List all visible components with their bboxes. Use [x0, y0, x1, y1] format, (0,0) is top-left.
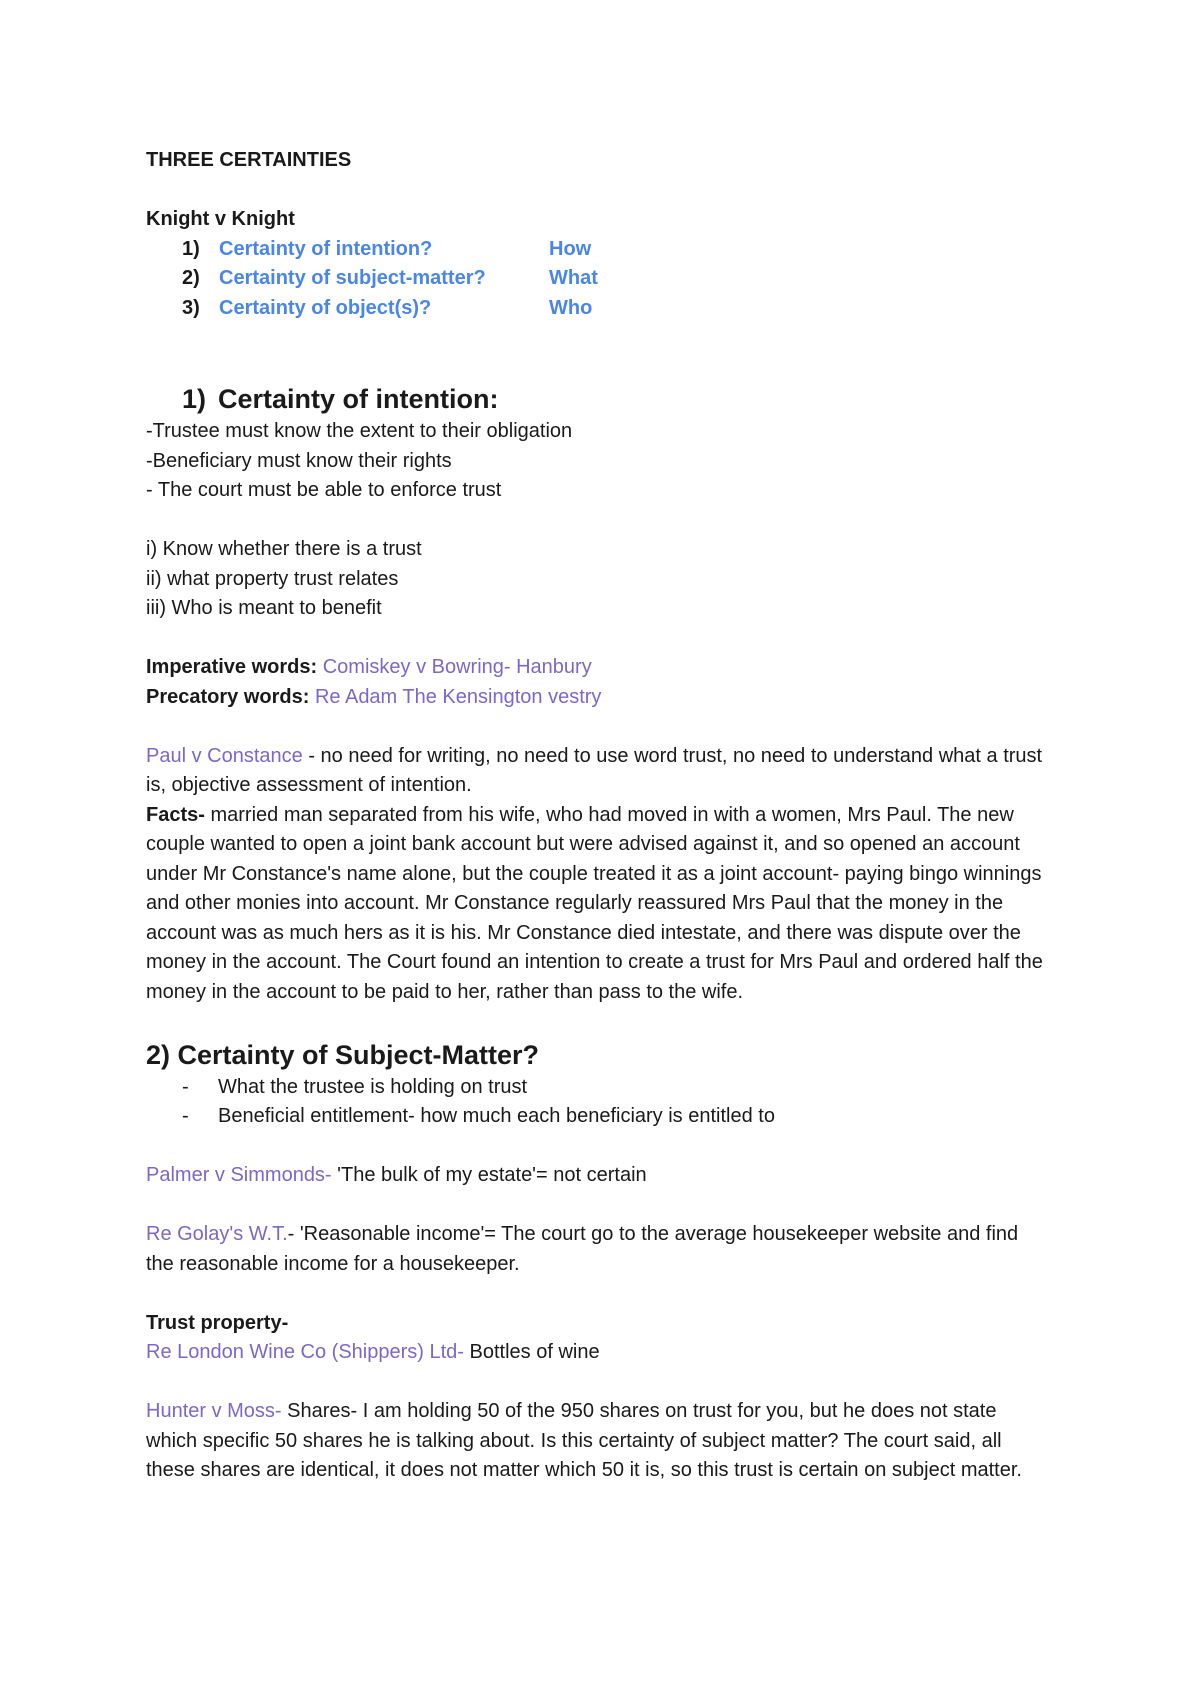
- section1-heading: 1) Certainty of intention:: [182, 384, 499, 414]
- intro-case: Knight v Knight: [146, 208, 295, 230]
- list-item: 1) Certainty of intention? How: [182, 237, 592, 260]
- section2-heading: 2) Certainty of Subject-Matter?: [146, 1039, 540, 1070]
- palmer-paragraph: Palmer v Simmonds- 'The bulk of my estate'= not certain: [146, 1164, 647, 1186]
- case-link: Re London Wine Co (Shippers) Ltd-: [146, 1341, 464, 1363]
- section2-bullets: [146, 1073, 1050, 1132]
- case-link: Paul v Constance: [146, 744, 303, 767]
- document-title: THREE CERTAINTIES: [146, 149, 352, 171]
- roman-line: iii) Who is meant to benefit: [146, 597, 382, 619]
- list-item: - Beneficial entitlement- how much each beneficiary is entitled to: [182, 1105, 775, 1127]
- golay-paragraph: Re Golay's W.T.- 'Reasonable income'= The court go to the average housekeeper website and find the reasonable income for a housekeeper.: [146, 1223, 1019, 1275]
- roman-line: ii) what property trust relates: [146, 567, 399, 590]
- london-paragraph: Re London Wine Co (Shippers) Ltd- Bottles of wine: [146, 1341, 600, 1363]
- section1-line: -Beneficiary must know their rights: [146, 449, 452, 472]
- paul-paragraph: Paul v Constance - no need for writing, no need to use word trust, no need to understand what a trust is, objective assessment of intention.: [146, 744, 1043, 796]
- hunter-paragraph: Hunter v Moss- Shares- I am holding 50 of the 950 shares on trust for you, but he does not state which specific 50 shares he is talking about. Is this certainty of subject matter? The court said, all these shares are identical, it does not matter which 50 it is, so this trust is certain on subject matter.: [146, 1400, 1022, 1481]
- roman-line: i) Know whether there is a trust: [146, 538, 422, 560]
- case-link: Re Golay's W.T.: [146, 1223, 288, 1245]
- certainties-list: [146, 235, 1050, 324]
- section1-line: - The court must be able to enforce trust: [146, 479, 502, 501]
- trust-property-label: Trust property-: [146, 1311, 289, 1334]
- case-link: Re Adam The Kensington vestry: [314, 685, 602, 708]
- list-item: 2) Certainty of subject-matter? What: [182, 267, 598, 289]
- case-link: Comiskey v Bowring- Hanbury: [322, 656, 592, 678]
- list-item: - What the trustee is holding on trust: [182, 1075, 528, 1098]
- case-link: Palmer v Simmonds-: [146, 1164, 332, 1186]
- precatory-line: Precatory words: Re Adam The Kensington vestry: [146, 685, 602, 708]
- case-link: Hunter v Moss-: [146, 1400, 282, 1422]
- facts-paragraph: Facts- married man separated from his wife, who had moved in with a women, Mrs Paul. The new couple wanted to open a joint bank account but were advised against it, and so opened an account under Mr Constance's name alone, but the couple treated it as a joint account- paying bingo winnings and other monies into account. Mr Constance regularly reassured Mrs Paul that the money in the account was as much hers as it is his. Mr Constance died intestate, and there was dispute over the money in the account. The Court found an intention to create a trust for Mrs Paul and ordered half the money in the account to be paid to her, rather than pass to the wife.: [146, 803, 1043, 1003]
- imperative-line: Imperative words: Comiskey v Bowring- Hanbury: [146, 656, 592, 678]
- section1-line: -Trustee must know the extent to their obligation: [146, 420, 573, 442]
- list-item: 3) Certainty of object(s)? Who: [182, 296, 593, 319]
